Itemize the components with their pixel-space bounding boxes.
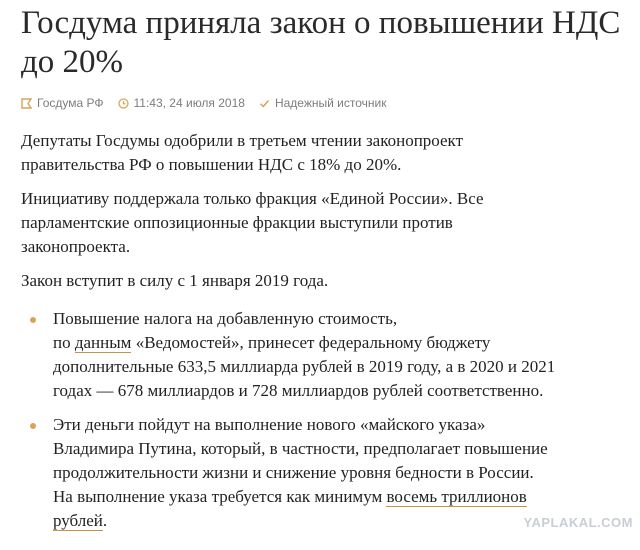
title-line-2: до 20% <box>21 44 124 80</box>
bullet-1-line-3: дополнительные 633,5 миллиарда рублей в 2019 году, а в 2020 и 2021 <box>53 357 556 376</box>
paragraph-3: Закон вступит в силу с 1 января 2019 года. <box>21 271 329 290</box>
paragraph-2-line-1: Инициативу поддержала только фракция «Единой России». Все <box>21 189 484 208</box>
check-icon <box>259 98 270 109</box>
paragraph-2-line-2: парламентские оппозиционные фракции выступили против <box>21 213 453 232</box>
clock-icon <box>118 98 129 109</box>
bullet-2-line-4-pre: На выполнение указа требуется как минимум <box>53 487 387 506</box>
bullet-2-line-5-post: . <box>102 511 108 530</box>
meta-source-label: Госдума РФ <box>37 96 104 110</box>
vedomosti-link[interactable]: данным <box>74 333 132 352</box>
watermark: YAPLAKAL.COM <box>523 515 633 530</box>
bullet-2-line-3: продолжительности жизни и снижение уровня бедности в России. <box>53 463 534 482</box>
article <box>21 0 633 533</box>
rubles-link[interactable]: рублей <box>53 511 103 530</box>
title-line-1: Госдума приняла закон о повышении НДС <box>21 5 621 41</box>
article-meta <box>21 96 633 110</box>
bullet-1-line-1: Повышение налога на добавленную стоимость, <box>53 309 398 328</box>
bullet-list <box>21 307 633 533</box>
bullet-1-line-2-pre: по <box>53 333 75 352</box>
paragraph-1-line-1: Депутаты Госдумы одобрили в третьем чтении законопроект <box>21 131 464 150</box>
paragraph-2-line-3: законопроекта. <box>21 237 131 256</box>
meta-time-label: 11:43, 24 июля 2018 <box>133 96 245 110</box>
bullet-dot <box>30 317 36 323</box>
meta-reliability-label: Надежный источник <box>274 96 387 110</box>
meta-reliability <box>259 96 387 110</box>
article-title <box>21 0 633 82</box>
paragraph-1-line-2: правительства РФ о повышении НДС с 18% до 20%. <box>21 155 402 174</box>
eight-trillion-link[interactable]: восемь триллионов <box>386 487 527 506</box>
source-icon <box>21 98 32 109</box>
meta-time <box>118 96 245 110</box>
bullet-1-line-2-post: «Ведомостей», принесет федеральному бюджету <box>131 333 491 352</box>
list-item <box>21 307 633 403</box>
paragraph-2 <box>21 187 633 259</box>
meta-source[interactable] <box>21 96 104 110</box>
paragraph-1 <box>21 129 633 177</box>
bullet-2-line-2: Владимира Путина, который, в частности, предполагает повышение <box>53 439 548 458</box>
bullet-dot <box>30 423 36 429</box>
bullet-2-line-1: Эти деньги пойдут на выполнение нового «майского указа» <box>53 415 486 434</box>
bullet-1-line-4: годах — 678 миллиардов и 728 миллиардов рублей соответственно. <box>53 381 544 400</box>
